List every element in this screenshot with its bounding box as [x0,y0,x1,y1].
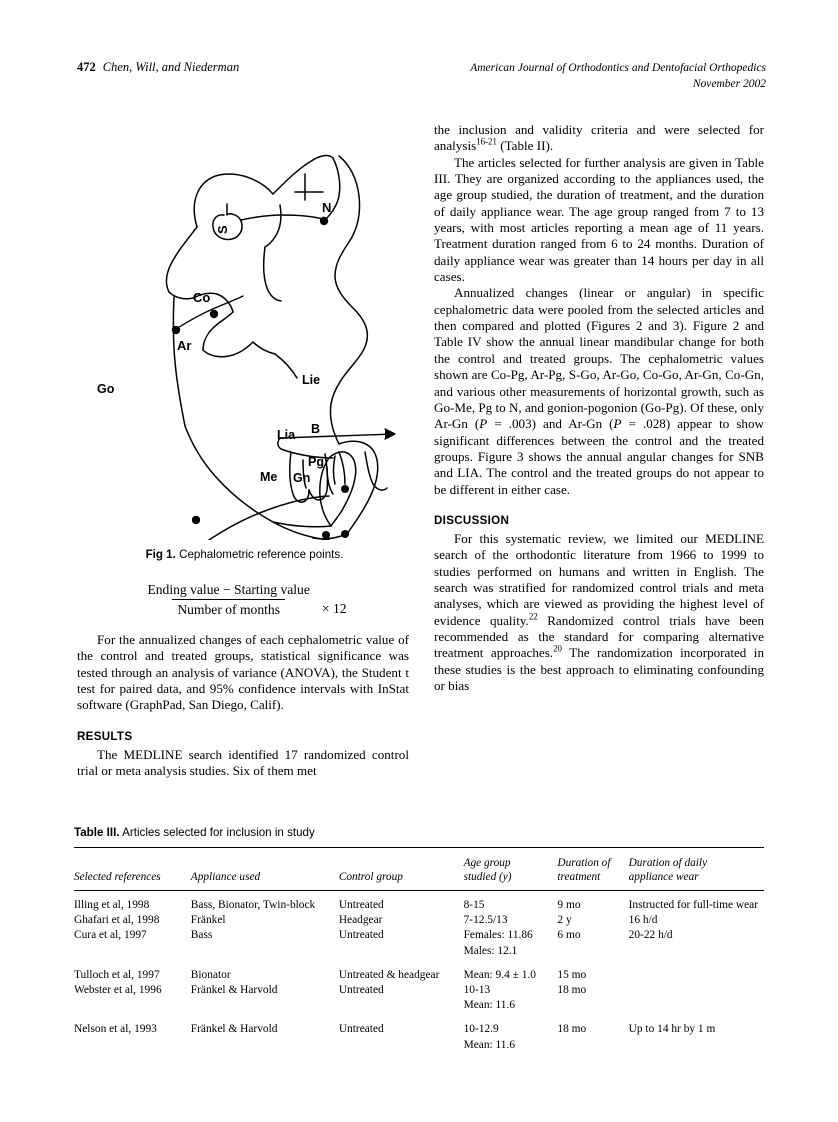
table-header-duration-daily-wear: Duration of daily appliance wear [629,848,764,891]
landmark-label-Gn: Gn [293,471,311,485]
table-row [74,913,764,928]
cell-appliance: Fränkel [190,914,226,927]
running-head-authors: Chen, Will, and Niederman [102,60,240,74]
table-header-age-group: Age group studied (y) [464,848,558,891]
landmark-label-Ar: Ar [177,338,192,353]
cell-appliance: Fränkel & Harvold [190,1023,278,1036]
cell-control: Untreated [338,984,384,997]
landmark-label-N: N [322,200,332,215]
cell-reference: Ghafari et al, 1998 [74,914,160,927]
cell-appliance: Fränkel & Harvold [190,984,278,997]
cell-appliance: Bionator [190,968,231,981]
cell-control: Untreated [338,929,384,942]
landmark-dot-N [320,217,328,225]
landmark-label-Pg: Pg [308,455,324,469]
paragraph-discussion: For this systematic review, we limited our MEDLINE search of the orthodontic literature from 1966 to 1999 to studies performed on humans and written in English. The search was stratified for randomized control trials and meta analyses, which are viewed as providing the highest level of evidence quality.$^{22}$ Randomized control trials have been recommended as the standard for comparing alternative treatment approaches.$^{20}$ The randomization incorporated in these studies is the best approach to eliminating confounding or bias [434,530,765,693]
cell-wear [629,968,764,983]
cell-age: 7-12.5/13 [463,914,508,927]
cell-age: Females: 11.86 Males: 12.1 [463,929,533,957]
table-group-spacer [74,1013,764,1022]
paragraph-articles-selected: The articles selected for further analysis are given in Table III. They are organized according to the appliances used, the age group studied, the duration of treatment, and the duration of daily appliance wear. The age group ranged from 7 to 13 years, with most articles reporting a mean age of 11 years. Treatment duration ranged from 6 to 24 months. Duration of daily appliance wear was greater than 14 hours per day in all cases. [434,154,764,285]
cell-reference: Webster et al, 1996 [74,984,162,997]
figure-1-caption [77,548,412,561]
cell-wear: Up to 14 hr by 1 m [628,1023,716,1036]
landmark-label-Go: Go [97,382,115,396]
table-group-spacer [74,959,764,968]
cephalogram-svg [77,122,417,540]
cell-duration: 18 mo [557,984,587,997]
issue-date: November 2002 [692,78,766,90]
table-header-selected-references: Selected references [74,848,191,891]
landmark-label-B: B [311,422,321,436]
table-3-head [74,848,764,891]
heading-results: RESULTS [77,729,133,743]
cell-duration: 9 mo [557,899,581,911]
p-value-italic-2: P [613,416,622,432]
landmark-dot-Co [210,310,218,318]
cell-reference: Illing et al, 1998 [74,899,150,911]
figure-caption-label: Fig 1. [145,548,176,561]
table-3-caption: Articles selected for inclusion in study [122,826,315,839]
cell-age-line2: Males: 12.1 [463,944,518,957]
landmark-dot-Lie [341,485,349,493]
landmark-label-Me: Me [260,470,278,484]
cell-age: 10-12.9 Mean: 11.6 [463,1023,516,1051]
cell-age: 10-13 Mean: 11.6 [463,984,516,1012]
reference-superscript-20: 20 [553,643,562,654]
cell-control: Untreated [338,899,384,911]
running-head [0,60,838,100]
paragraph-statistics: For the annualized changes of each cephalometric value of the control and treated groups, statistical significance was tested through an analysis of variance (ANOVA), the Student t test for paired data, and 95% confidence intervals with InStat software (GraphPad, San Diego, Calif). [77,632,409,713]
cell-control: Untreated & headgear [338,968,440,981]
heading-discussion: DISCUSSION [434,513,510,527]
table-header-appliance-used: Appliance used [191,848,339,891]
formula-numerator: Ending value − Starting value [147,582,310,597]
table-3-title [74,826,764,839]
landmark-label-Lia: Lia [277,428,296,442]
cell-wear: Instructed for full-time wear [628,899,758,911]
annualization-formula [77,582,412,618]
cell-wear [629,983,764,1013]
running-head-right [470,60,766,92]
cell-duration: 15 mo [557,968,587,981]
cell-age-line2: Mean: 11.6 [463,1038,516,1051]
table-3-body [74,891,764,1053]
figure-caption-text: Cephalometric reference points. [179,548,344,561]
cell-age: Mean: 9.4 ± 1.0 [463,968,536,981]
landmark-label-Co: Co [193,290,211,305]
paragraph-annualized-changes: Annualized changes (linear or angular) in specific cephalometric data were pooled from the selected articles and then compared and plotted (Figures 2 and 3). Figure 2 and Table IV show the annual linear mandibular change for both the control and treated groups. The cephalometric values shown are Co-Pg, Ar-Pg, S-Go, Ar-Go, Co-Go, Ar-Gn, Co-Gn, and various other measurements of horizontal growth, such as Go-Me, Pg to N, and gonion-pogonion (Go-Pg). Of these, only Ar-Gn (P = .003) and Ar-Gn (P = .028) appear to show significant differences between the control and the treated groups. Figure 3 shows the annual angular changes for SNB and LIA. The control and the treated groups do not appear to be different in either case. [434,285,764,497]
cell-control: Untreated [338,1023,384,1036]
cell-age-line2: Mean: 11.6 [463,999,516,1012]
cell-duration: 2 y [557,914,572,927]
cell-duration: 6 mo [557,929,581,942]
landmark-label-S: S [215,225,230,234]
landmark-dot-B [341,530,349,538]
paragraph-inclusion-continued: the inclusion and validity criteria and were selected for analysis$^{16-21}$ (Table II). [434,122,764,154]
cell-reference: Cura et al, 1997 [74,929,147,942]
table-3-header-row [74,848,764,891]
journal-title: American Journal of Orthodontics and Dentofacial Orthopedics [470,62,766,74]
table-row [74,1022,764,1052]
formula-multiplier: × 12 [321,601,347,616]
reference-superscript-16-21: 16-21 [476,136,497,147]
table-header-duration-treatment: Duration of treatment [557,848,628,891]
reference-superscript-22: 22 [528,611,538,622]
page-folio: 472 [77,60,96,74]
cell-wear: 16 h/d [628,914,658,927]
table-row [74,928,764,958]
cell-control: Headgear [338,914,383,927]
table-3-label: Table III. [74,826,120,839]
table-row [74,983,764,1013]
table-row [74,968,764,983]
landmark-dot-Ar [172,326,180,334]
figure-1-cephalometric-tracing [77,122,417,540]
cell-reference: Tulloch et al, 1997 [74,968,160,981]
cell-reference: Nelson et al, 1993 [74,1023,157,1036]
right-column [434,122,764,694]
landmark-dot-Lia [322,531,330,539]
landmark-dots [172,217,353,540]
cell-appliance: Bass [190,929,213,942]
running-head-left [77,60,239,75]
landmark-label-Lie: Lie [302,373,321,387]
p-value-italic-1: P [479,416,488,432]
table-3-block [74,826,764,1053]
cell-age: 8-15 [463,899,485,911]
table-header-control-group: Control group [339,848,464,891]
cell-wear: 20-22 h/d [628,929,673,942]
landmark-dot-Go [192,516,200,524]
left-column-lower [77,632,409,779]
landmark-labels [177,200,331,353]
formula-denominator: Number of months [172,599,285,618]
table-3 [74,847,764,1053]
paragraph-results: The MEDLINE search identified 17 randomized control trial or meta analysis studies. Six of them met [77,746,409,779]
formula-fraction [142,582,314,618]
cell-appliance: Bass, Bionator, Twin-block [190,899,316,911]
cell-duration: 18 mo [557,1023,587,1036]
table-row [74,891,764,914]
